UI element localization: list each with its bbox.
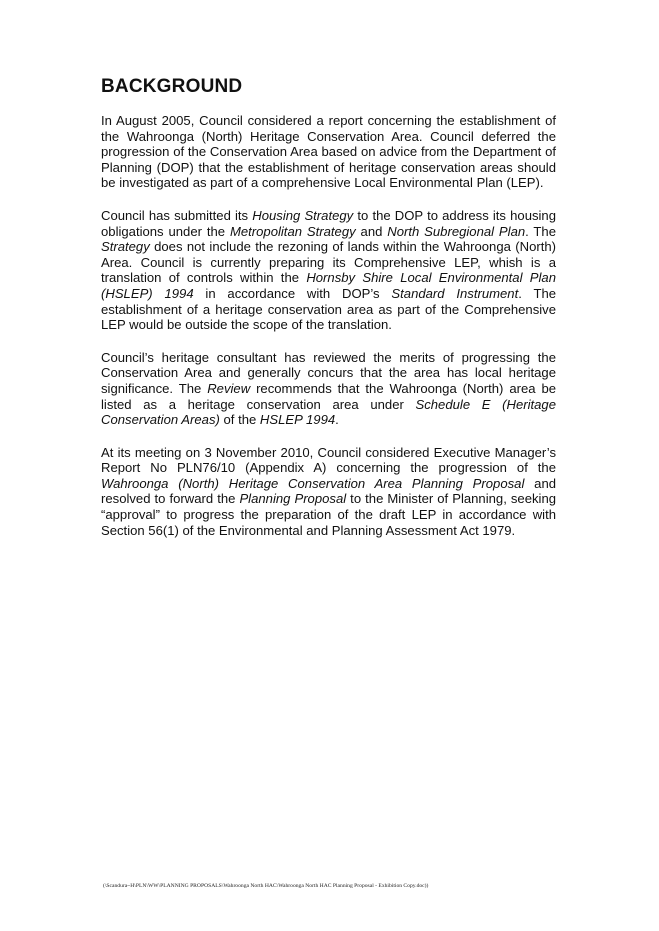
italic-text-run: Planning Proposal	[239, 491, 347, 507]
italic-text-run: North Subregional Plan	[387, 223, 526, 239]
text-run: At its meeting on 3 November 2010, Council considered Executive Manager’s Report No PLN76/10 (Appendix A) concerning the progression of the	[101, 444, 556, 476]
text-run: of the	[219, 412, 260, 428]
text-run: to the Minister of Planning, seeking “approval” to progress the preparation of the draft LEP in accordance with Section 56(1) of the Environmental and Planning Assessment Act 1979.	[101, 491, 557, 538]
text-run: .	[335, 412, 339, 428]
italic-text-run: Review	[207, 380, 251, 396]
text-run: does not include the rezoning of lands within the Wahroonga (North) Area. Council is currently preparing its Comprehensive LEP, whish is a translation of controls within the	[101, 239, 556, 286]
paragraph	[101, 208, 556, 333]
text-run: . The	[525, 223, 556, 239]
paragraph	[101, 350, 556, 428]
text-run: and	[355, 223, 388, 239]
italic-text-run: Hornsby Shire Local Environmental Plan (HSLEP) 1994	[101, 270, 556, 301]
text-run: . The establishment of a heritage conservation area as part of the Comprehensive LEP would be outside the scope of the translation.	[101, 285, 557, 333]
section-heading: BACKGROUND	[101, 76, 243, 97]
italic-text-run: Schedule E (Heritage Conservation Areas)	[101, 396, 556, 428]
italic-text-run: Housing Strategy	[252, 207, 354, 223]
italic-text-run: HSLEP 1994	[259, 412, 336, 428]
text-run: Council’s heritage consultant has reviewed the merits of progressing the Conservation Area and generally concurs that the area has local heritage significance. The	[101, 349, 556, 396]
paragraph	[101, 445, 556, 539]
italic-text-run: Standard Instrument	[391, 285, 519, 301]
text-run: in accordance with DOP’s	[193, 285, 392, 301]
text-run: and resolved to forward the	[101, 475, 557, 507]
italic-text-run: Metropolitan Strategy	[229, 223, 356, 239]
italic-text-run: Strategy	[101, 239, 150, 255]
text-run: Council has submitted its	[101, 207, 253, 223]
file-path-footer: (\Scandura~H\PLN\WW\PLANNING PROPOSALS\Wahroonga North HAC\Wahroonga North HAC Planning Proposal - Exhibition Copy.doc))	[103, 883, 429, 889]
body-text	[101, 113, 556, 555]
text-run: to the DOP to address its housing obligations under the	[101, 207, 556, 239]
text-run: recommends that the Wahroonga (North) area be listed as a heritage conservation area under	[101, 380, 557, 412]
italic-text-run: Wahroonga (North) Heritage Conservation Area Planning Proposal	[101, 475, 525, 491]
paragraph	[101, 113, 556, 191]
text-run: In August 2005, Council considered a report concerning the establishment of the Wahroonga (North) Heritage Conservation Area. Council deferred the progression of the Conservation Area based on advice from the Department of Planning (DOP) that the establishment of heritage conservation areas should be investigated as part of a comprehensive Local Environmental Plan (LEP).	[101, 113, 556, 191]
